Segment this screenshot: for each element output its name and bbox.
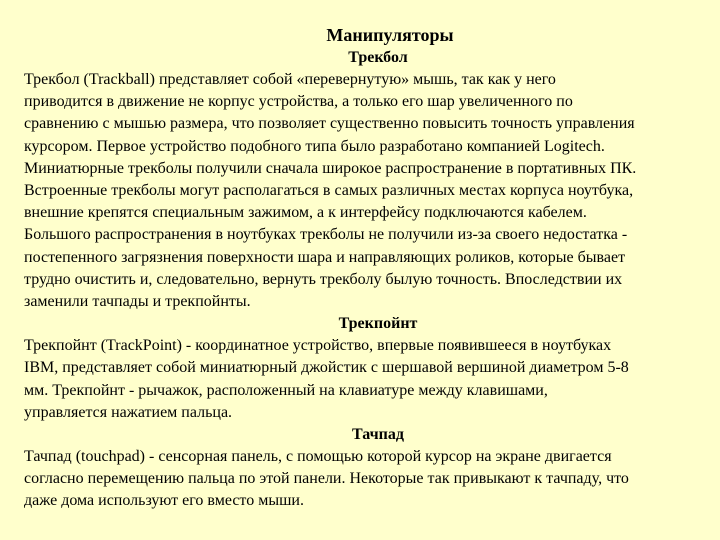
section-heading-trackball: Трекбол: [348, 49, 408, 66]
text-line: постепенного загрязнения поверхности шара и направляющих роликов, которые бывает: [24, 248, 626, 266]
section-heading-trackpoint: Трекпойнт: [338, 315, 418, 333]
text-line: управляется нажатием пальца.: [24, 403, 233, 421]
text-line: Большого распространения в ноутбуках трекболы не получили из-за своего недостатка -: [24, 226, 628, 244]
text-line: приводится в движение не корпус устройства, а только его шар увеличенного по: [24, 93, 573, 111]
text-line: даже дома используют его вместо мыши.: [24, 492, 304, 510]
text-line: трудно очистить и, следовательно, вернуть трекболу былую точность. Впоследствии их: [24, 270, 623, 288]
text-line: заменили тачпады и трекпойнты.: [24, 293, 251, 311]
section-body-touchpad: [24, 446, 712, 513]
section-body-trackpoint: [24, 335, 712, 424]
text-line: согласно перемещению пальца по этой панели. Некоторые так привыкают к тачпаду, что: [24, 470, 629, 488]
text-line: сравнению с мышью размера, что позволяет существенно повысить точность управления: [24, 115, 635, 133]
text-line: Тачпад (touchpad) - сенсорная панель, с помощью которой курсор на экране двигается: [24, 448, 612, 466]
text-line: Трекпойнт (TrackPoint) - координатное устройство, впервые появившееся в ноутбуках: [24, 337, 612, 355]
text-line: Встроенные трекболы могут располагаться в самых различных местах корпуса ноутбука,: [24, 182, 634, 200]
text-line: курсором. Первое устройство подобного типа было разработано компанией Logitech.: [24, 137, 605, 155]
section-body-trackball: [24, 69, 712, 313]
document-page: [24, 24, 712, 513]
text-line: мм. Трекпойнт - рычажок, расположенный на клавиатуре между клавишами,: [24, 381, 548, 399]
text-line: Миниатюрные трекболы получили сначала широкое распространение в портативных ПК.: [24, 159, 637, 177]
text-line: IBM, представляет собой миниатюрный джойстик с шершавой вершиной диаметром 5-8: [24, 359, 629, 377]
document-title: Манипуляторы: [326, 25, 454, 45]
section-heading-touchpad: Тачпад: [352, 426, 404, 444]
text-line: Трекбол (Trackball) представляет собой «перевернутую» мышь, так как у него: [24, 71, 556, 88]
text-line: внешние крепятся специальным зажимом, а к интерфейсу подключаются кабелем.: [24, 204, 587, 222]
